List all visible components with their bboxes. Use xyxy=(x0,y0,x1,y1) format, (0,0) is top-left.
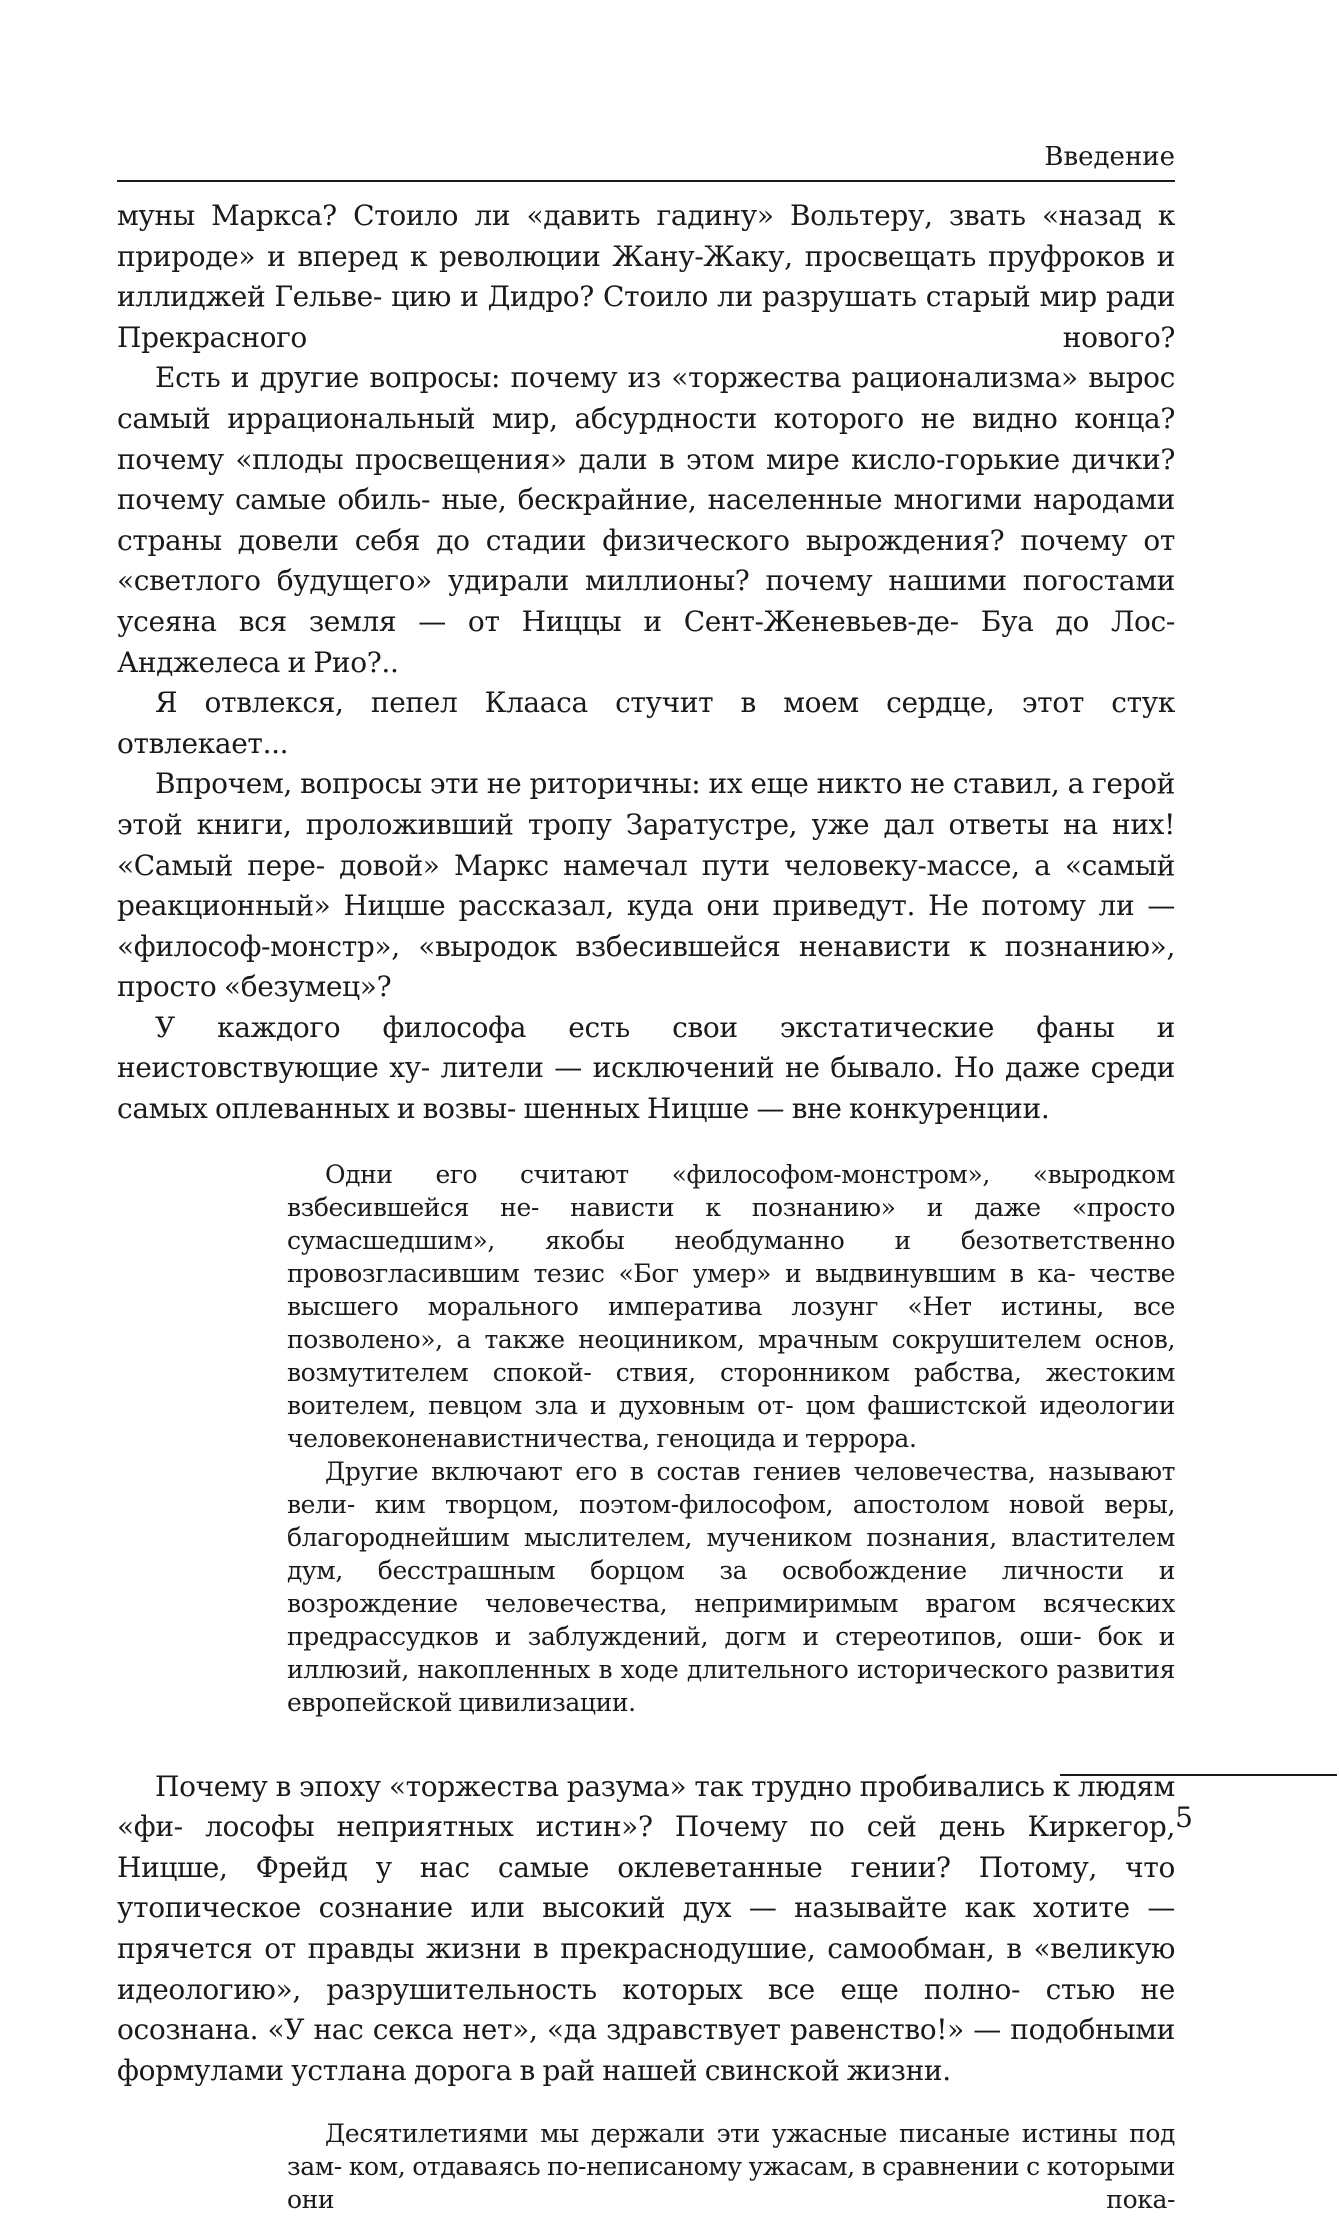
text-line: физического вырождения? почему от «светлого будущего» удирали миллионы? xyxy=(117,523,1175,598)
section-title: Введение xyxy=(1044,142,1175,172)
text-line: самообман, в «великую идеологию», разрушительность которых все еще полно- xyxy=(117,1932,1175,2006)
quote-paragraph xyxy=(287,2117,1175,2216)
text-line: Я отвлекся, пепел Клааса стучит в моем сердце, этот стук отвлекает... xyxy=(117,686,1175,760)
text-line: Буа до Лос-Анджелеса и Рио?.. xyxy=(117,604,1175,679)
page-number: 5 xyxy=(1175,1801,1193,1834)
text-line: цом фашистской идеологии человеконенавистничества, геноцида и террора. xyxy=(287,1390,1175,1453)
text-line: бок и иллюзий, накопленных в ходе длительного исторического развития xyxy=(287,1621,1176,1684)
block-quote xyxy=(287,2117,1175,2216)
text-line: Почему в эпоху «торжества разума» так трудно пробивались к людям «фи- xyxy=(117,1769,1175,1844)
text-line: рассказал, куда они приведут. Не потому ли — «философ-монстр», «выродок xyxy=(117,889,1175,963)
text-line: довой» Маркс намечал пути человеку-массе, а «самый реакционный» Ницше xyxy=(117,848,1175,923)
quote-paragraph xyxy=(287,1158,1175,1455)
paragraph xyxy=(117,683,1175,764)
running-header xyxy=(117,140,1175,182)
text-line: лители — исключений не бывало. Но даже среди самых оплеванных и возвы- xyxy=(117,1051,1175,1126)
body-text xyxy=(117,196,1175,2216)
spacer xyxy=(117,1130,1175,1158)
text-line: цию и Дидро? Стоило ли разрушать старый мир ради Прекрасного нового? xyxy=(117,280,1176,354)
paragraph xyxy=(117,1008,1175,1130)
paragraph xyxy=(117,1767,1175,2092)
text-line: просвещения» дали в этом мире кисло-горькие дички? почему самые обиль- xyxy=(117,442,1175,517)
block-quote xyxy=(287,1158,1175,1719)
text-line: нависти к познанию» и даже «просто сумасшедшим», якобы необдуманно xyxy=(287,1192,1175,1255)
text-line: Одни его считают «философом-монстром», «выродком взбесившейся не- xyxy=(287,1159,1175,1222)
text-line: европейской цивилизации. xyxy=(287,1687,636,1717)
text-line: лософы неприятных истин»? Почему по сей день Киркегор, Ницше, Фрейд у нас xyxy=(117,1810,1175,1884)
text-line: иррациональный мир, абсурдности которого не видно конца? почему «плоды xyxy=(117,401,1175,476)
text-line: ные, бескрайние, населенные многими народами страны довели себя до стадии xyxy=(117,483,1175,557)
text-line: взбесившейся ненависти к познанию», просто «безумец»? xyxy=(117,929,1176,1004)
text-line: честве высшего морального императива лозунг «Нет истины, все позволено», xyxy=(287,1258,1176,1354)
text-line: книги, проложивший тропу Заратустре, уже дал ответы на них! «Самый пере- xyxy=(117,807,1175,882)
text-line: ким творцом, поэтом-философом, апостолом новой веры, благороднейшим xyxy=(287,1489,1176,1552)
spacer xyxy=(117,1719,1175,1767)
text-line: Впрочем, вопросы эти не риторичны: их еще никто не ставил, а герой этой xyxy=(117,767,1175,841)
paragraph xyxy=(117,358,1175,683)
text-line: почему нашими погостами усеяна вся земля — от Ниццы и Сент-Женевьев-де- xyxy=(117,564,1175,638)
text-line: Другие включают его в состав гениев человечества, называют вели- xyxy=(287,1456,1175,1519)
text-line: ком, отдаваясь по-неписаному ужасам, в сравнении с которыми они пока- xyxy=(287,2152,1176,2215)
quote-paragraph xyxy=(287,1455,1175,1719)
text-line: У каждого философа есть свои экстатические фаны и неистовствующие ху- xyxy=(117,1010,1175,1085)
text-line: врагом всяческих предрассудков и заблуждений, догм и стереотипов, оши- xyxy=(287,1588,1176,1651)
text-line: дух — называйте как хотите — прячется от правды жизни в прекраснодушие, xyxy=(117,1891,1175,1966)
text-line: шенных Ницше — вне конкуренции. xyxy=(523,1092,1050,1126)
text-line: формулами устлана дорога в рай нашей свинской жизни. xyxy=(117,2053,951,2087)
paragraph xyxy=(117,764,1175,1008)
text-line: и вперед к революции Жану-Жаку, просвещать пруфроков и иллиджей Гельве- xyxy=(117,239,1175,314)
text-line: а также неоциником, мрачным сокрушителем основ, возмутителем спокой- xyxy=(287,1324,1175,1387)
text-line: ствия, сторонником рабства, жестоким воителем, певцом зла и духовным от- xyxy=(287,1357,1176,1420)
text-line: Есть и другие вопросы: почему из «торжества рационализма» вырос самый xyxy=(117,361,1175,435)
text-line: за освобождение личности и возрождение человечества, непримиримым xyxy=(287,1555,1175,1618)
footer-rule xyxy=(1060,1774,1337,1776)
text-line: муны Маркса? Стоило ли «давить гадину» Вольтеру, звать «назад к природе» xyxy=(117,199,1175,273)
text-line: самые оклеветанные гении? Потому, что утопическое сознание или высокий xyxy=(117,1850,1175,1925)
spacer xyxy=(117,2091,1175,2117)
text-line: стью не осознана. «У нас секса нет», «да здравствует равенство!» — подобными xyxy=(117,1972,1175,2047)
paragraph xyxy=(117,196,1175,358)
text-line: мыслителем, мучеником познания, властителем дум, бесстрашным борцом xyxy=(287,1522,1175,1585)
text-line: Десятилетиями мы держали эти ужасные писаные истины под зам- xyxy=(287,2119,1175,2182)
text-line: и безответственно провозгласившим тезис «Бог умер» и выдвинувшим в ка- xyxy=(287,1225,1175,1288)
